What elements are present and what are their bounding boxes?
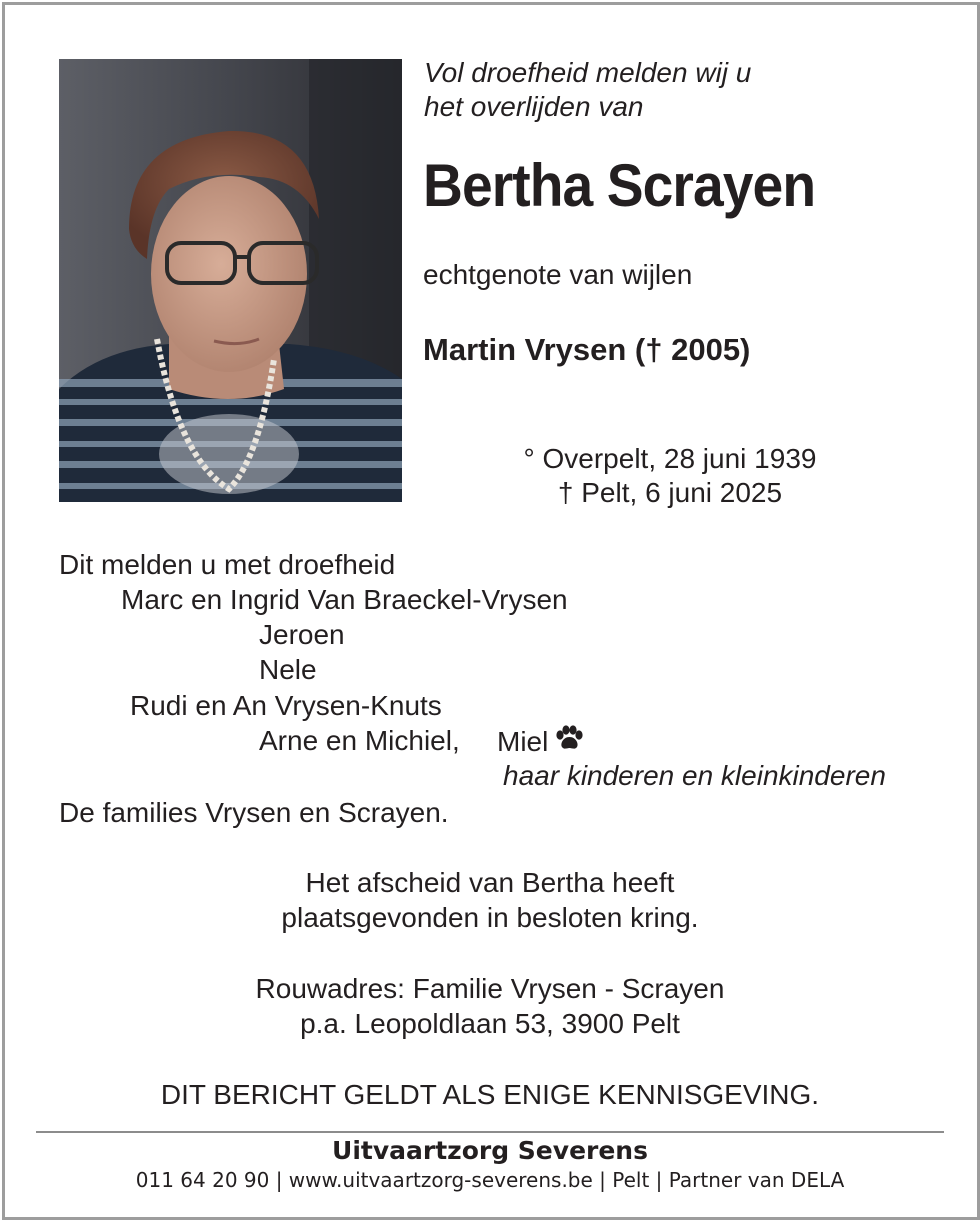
spouse-name: Martin Vrysen († 2005) <box>423 332 751 367</box>
funeral-home-name: Uitvaartzorg Severens <box>332 1136 648 1165</box>
footer-divider <box>36 1131 944 1133</box>
farewell-line-1: Het afscheid van Bertha heeft <box>305 867 675 898</box>
pet-name: Miel <box>497 726 549 757</box>
intro-text <box>424 56 751 124</box>
family-children-1: Marc en Ingrid Van Braeckel-Vrysen <box>121 584 568 615</box>
family-pet <box>497 725 584 758</box>
portrait-photo <box>59 59 402 502</box>
death-date: † Pelt, 6 juni 2025 <box>557 477 783 508</box>
family-relation: haar kinderen en kleinkinderen <box>503 760 886 791</box>
family-children-2: Rudi en An Vrysen-Knuts <box>130 690 442 721</box>
intro-line-1: Vol droefheid melden wij u <box>424 57 752 88</box>
sole-notice: DIT BERICHT GELDT ALS ENIGE KENNISGEVING. <box>160 1079 820 1110</box>
family-grandchildren-3: Arne en Michiel, <box>259 725 460 756</box>
family-grandchild-2: Nele <box>259 654 317 685</box>
paw-print-icon <box>554 725 584 753</box>
address-line-2: p.a. Leopoldlaan 53, 3900 Pelt <box>300 1008 680 1039</box>
address-line-1: Rouwadres: Familie Vrysen - Scrayen <box>255 973 725 1004</box>
family-extended: De families Vrysen en Scrayen. <box>59 797 449 828</box>
spouse-label: echtgenote van wijlen <box>423 259 693 290</box>
family-intro: Dit melden u met droefheid <box>59 549 396 580</box>
family-grandchild-1: Jeroen <box>259 619 345 650</box>
farewell-line-2: plaatsgevonden in besloten kring. <box>281 902 699 933</box>
life-dates <box>470 442 870 510</box>
funeral-home-contact: 011 64 20 90 | www.uitvaartzorg-severens.be | Pelt | Partner van DELA <box>135 1168 845 1192</box>
birth-date: ° Overpelt, 28 juni 1939 <box>523 443 817 474</box>
intro-line-2: het overlijden van <box>424 91 644 122</box>
deceased-name: Bertha Scrayen <box>423 152 816 219</box>
